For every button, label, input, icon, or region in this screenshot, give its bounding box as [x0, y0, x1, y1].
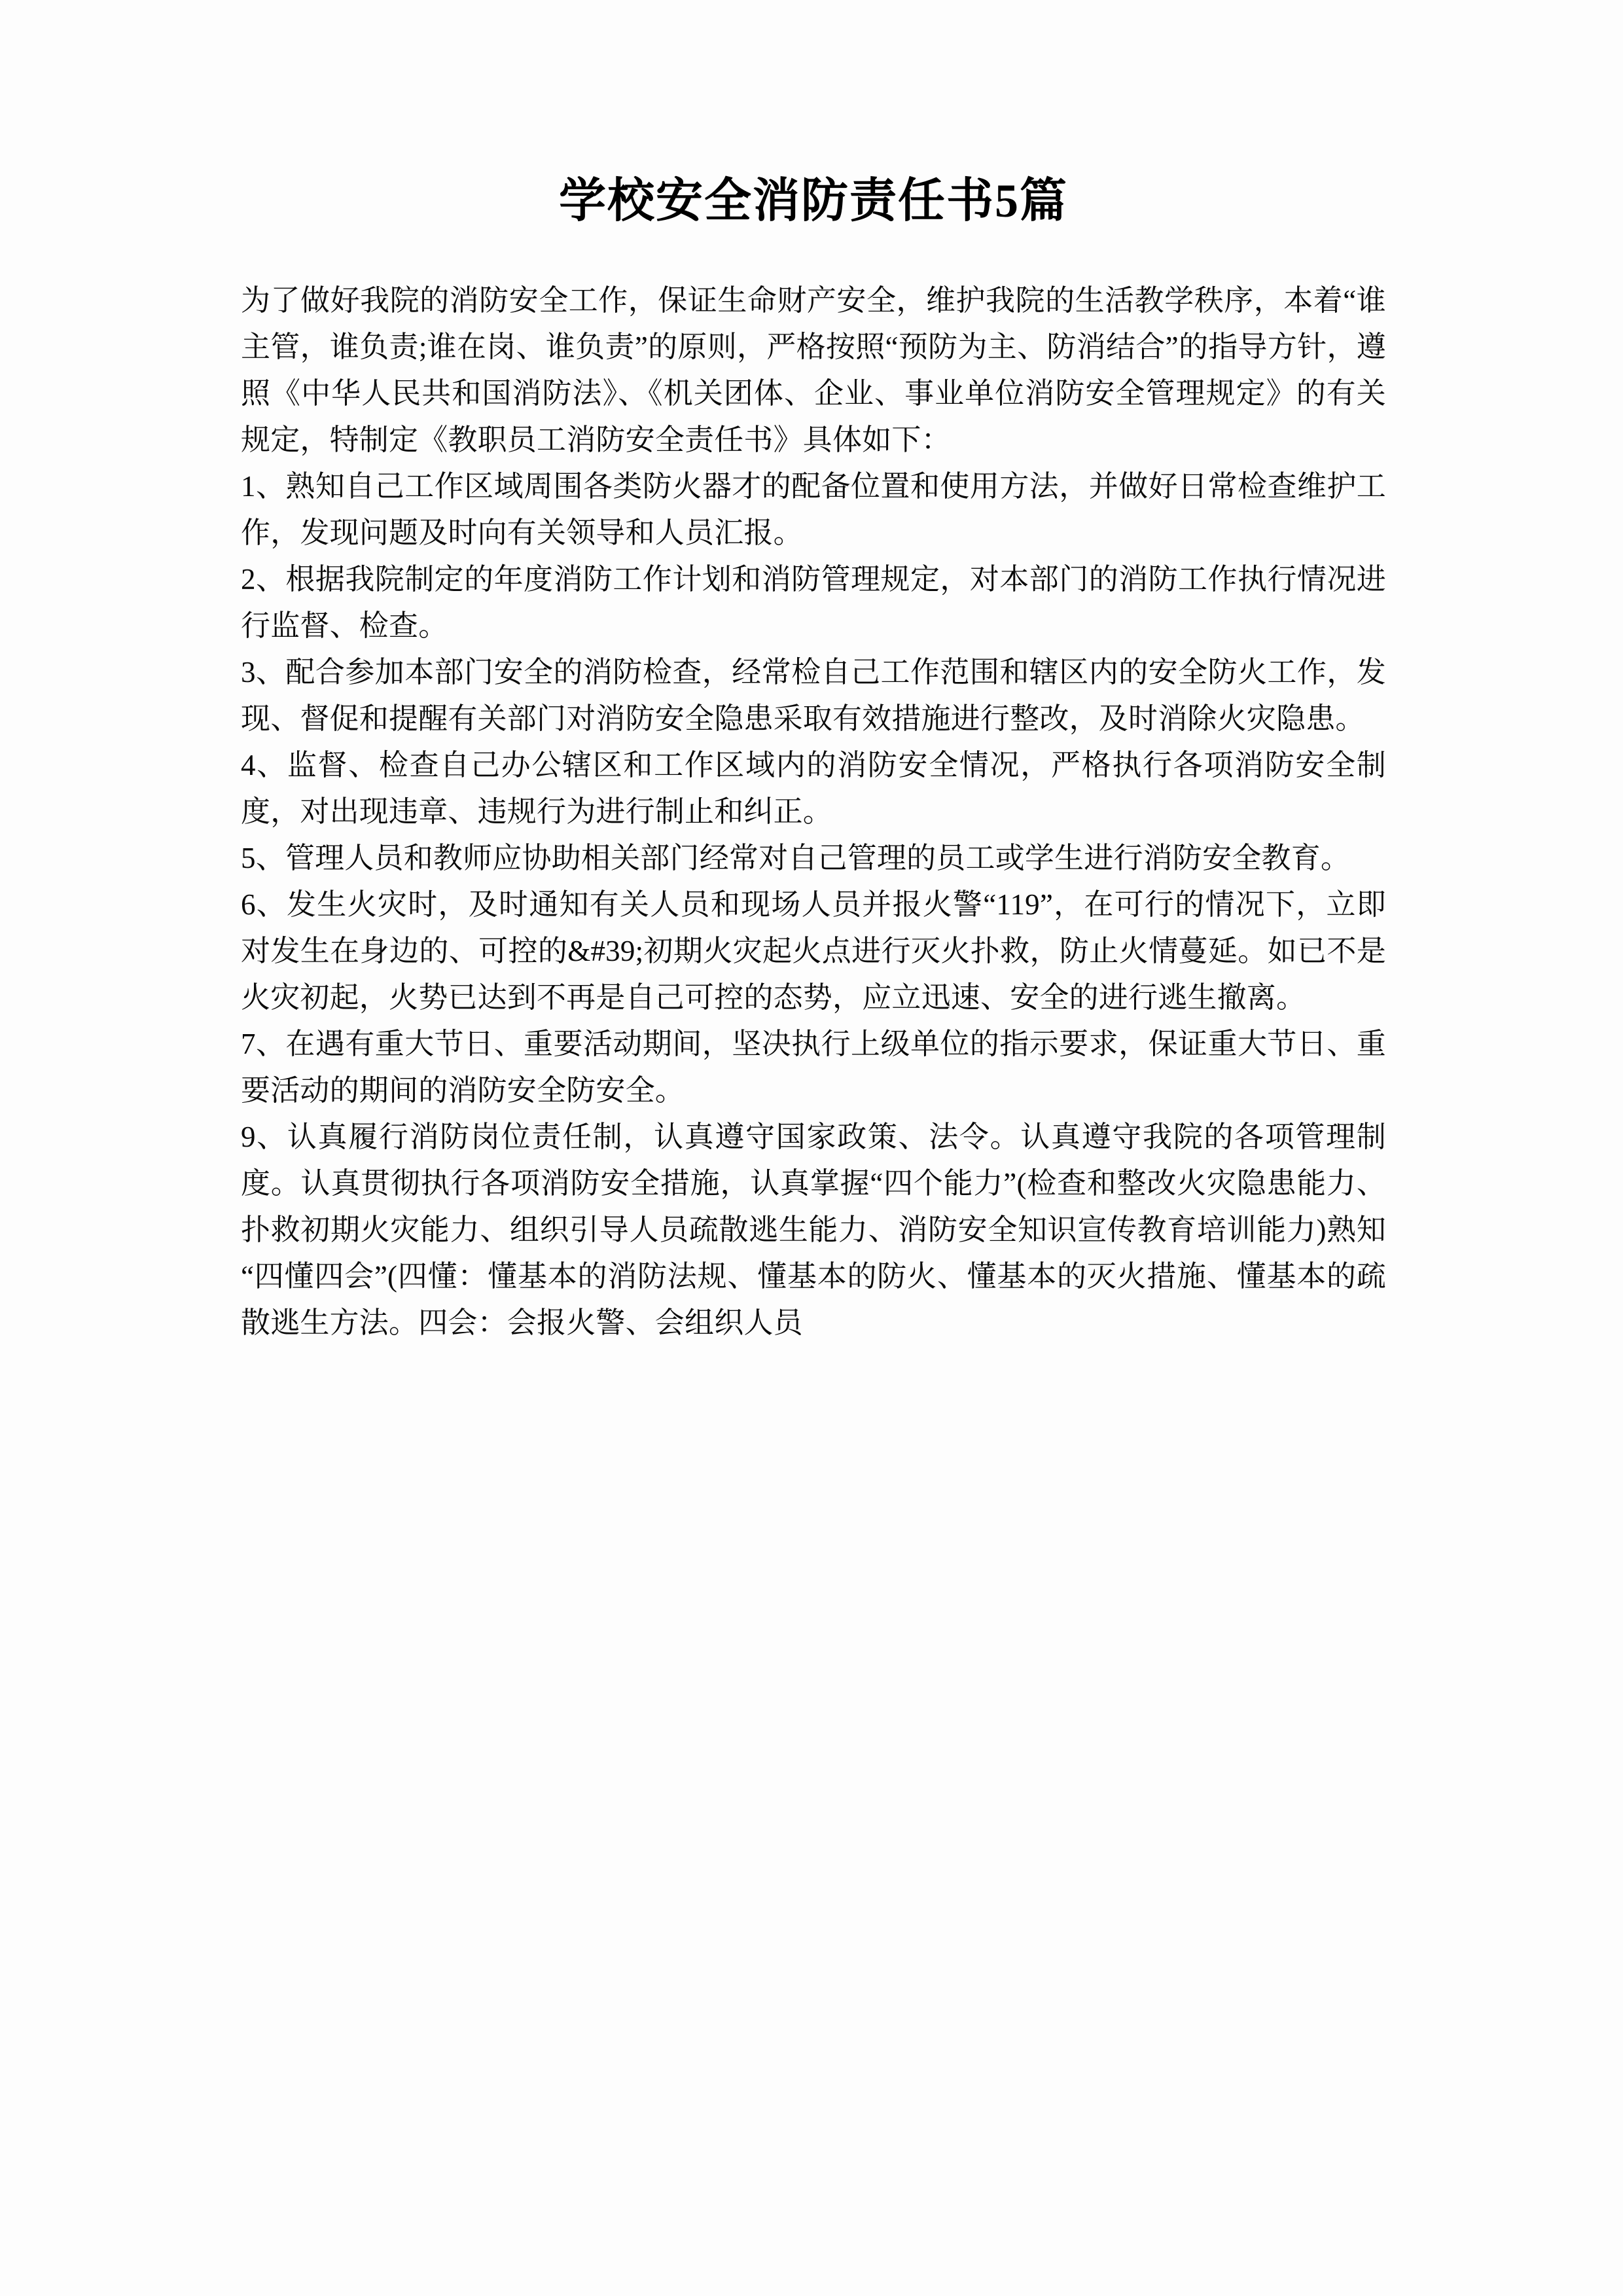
paragraph-item-7: 7、在遇有重大节日、重要活动期间，坚决执行上级单位的指示要求，保证重大节日、重要活动的期间的消防安全防安全。: [241, 1028, 1386, 1107]
paragraph-item-9: 9、认真履行消防岗位责任制，认真遵守国家政策、法令。认真遵守我院的各项管理制度。认真贯彻执行各项消防安全措施，认真掌握“四个能力”(检查和整改火灾隐患能力、扑救初期火灾能力、组织引导人员疏散逃生能力、消防安全知识宣传教育培训能力)熟知“四懂四会”(四懂：懂基本的消防法规、懂基本的防火、懂基本的灭火措施、懂基本的疏散逃生方法。四会：会报火警、会组织人员: [241, 1121, 1386, 1340]
page-title: 学校安全消防责任书5篇: [558, 175, 1068, 227]
paragraph-item-2: 2、根据我院制定的年度消防工作计划和消防管理规定，对本部门的消防工作执行情况进行监督、检查。: [241, 563, 1386, 643]
paragraph-intro: 为了做好我院的消防安全工作，保证生命财产安全，维护我院的生活教学秩序，本着“谁主管，谁负责;谁在岗、谁负责”的原则，严格按照“预防为主、防消结合”的指导方针，遵照《中华人民共和国消防法》、《机关团体、企业、事业单位消防安全管理规定》的有关规定，特制定《教职员工消防安全责任书》具体如下：: [241, 284, 1386, 457]
page-content-area: [241, 0, 1386, 1346]
paragraph-item-5: 5、管理人员和教师应协助相关部门经常对自己管理的员工或学生进行消防安全教育。: [241, 842, 1351, 875]
document-body: [241, 278, 1386, 1346]
paragraph-item-6: 6、发生火灾时，及时通知有关人员和现场人员并报火警“119”，在可行的情况下，立即对发生在身边的、可控的&#39;初期火灾起火点进行灭火扑救，防止火情蔓延。如已不是火灾初起，火势已达到不再是自己可控的态势，应立迅速、安全的进行逃生撤离。: [241, 888, 1386, 1014]
paragraph-item-4: 4、监督、检查自己办公辖区和工作区域内的消防安全情况，严格执行各项消防安全制度，对出现违章、违规行为进行制止和纠正。: [241, 749, 1386, 829]
paragraph-item-1: 1、熟知自己工作区域周围各类防火器才的配备位置和使用方法，并做好日常检查维护工作，发现问题及时向有关领导和人员汇报。: [241, 470, 1386, 550]
paragraph-item-3: 3、配合参加本部门安全的消防检查，经常检自己工作范围和辖区内的安全防火工作，发现、督促和提醒有关部门对消防安全隐患采取有效措施进行整改，及时消除火灾隐患。: [241, 656, 1386, 736]
